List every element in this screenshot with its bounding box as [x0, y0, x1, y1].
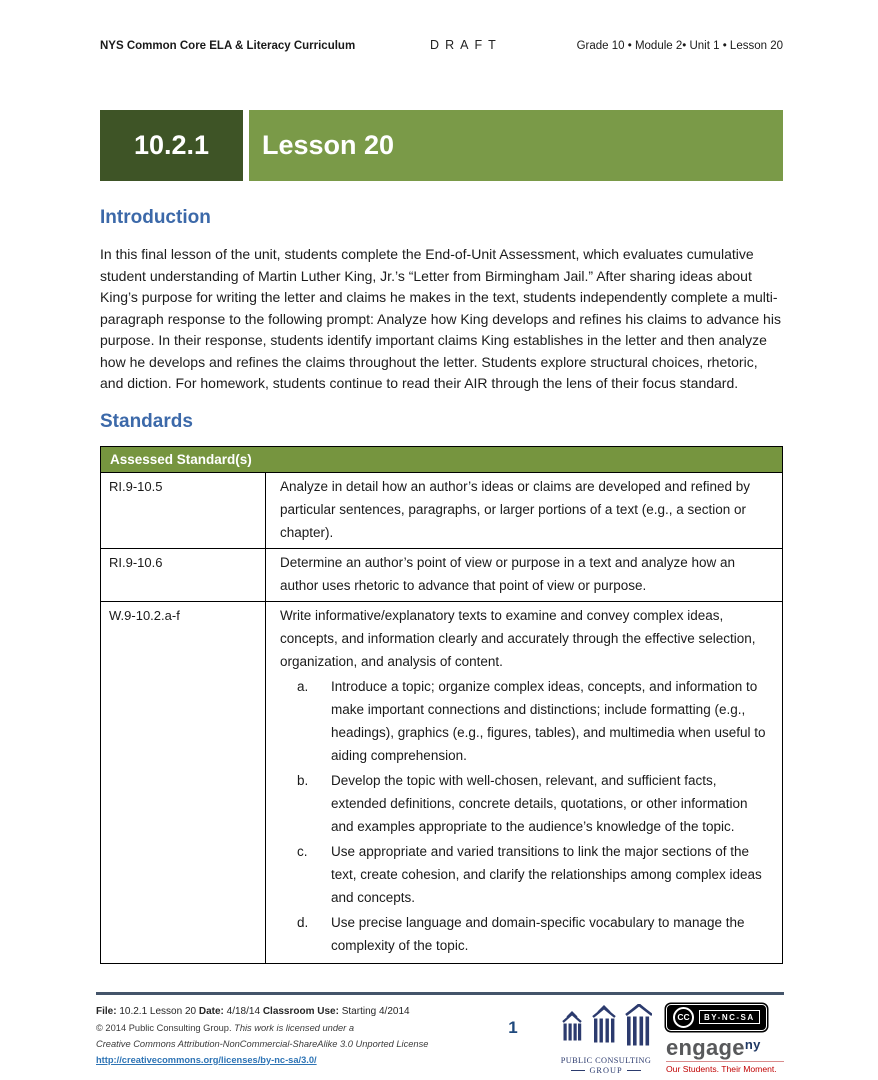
table-row: [101, 601, 783, 963]
classroom-use-value: Starting 4/2014: [341, 1005, 410, 1017]
page-header: [100, 38, 783, 52]
lesson-banner: [100, 110, 783, 181]
table-row: [101, 548, 783, 601]
table-row: [101, 472, 783, 548]
list-item-text: Use precise language and domain-specific vocabulary to manage the complexity of the topic.: [331, 914, 745, 953]
list-item-marker: c.: [297, 843, 308, 859]
introduction-paragraph: In this final lesson of the unit, students complete the End-of-Unit Assessment, which evaluates cumulative student understanding of Martin Luther King, Jr.’s “Letter from Birmingham Jail.” After sharing ideas about King’s purpose for writing the letter and claims he makes in the text, students independently complete a multi-paragraph response to the following prompt: Analyze how King develops and refines his claims to advance his purpose. In their response, students identify important claims King establishes in the letter and then analyze how he develops and refines the claims throughout the letter. Students explore structural choices, rhetoric, and diction. For homework, students continue to read their AIR through the lens of their focus standard.: [100, 246, 781, 391]
document-body: [100, 181, 783, 964]
pcg-columns-icon: [560, 1004, 652, 1050]
pcg-name-text: PUBLIC CONSULTING: [560, 1055, 652, 1065]
list-item: [297, 911, 768, 957]
curriculum-title: NYS Common Core ELA & Literacy Curriculum: [100, 40, 356, 52]
standard-code: RI.9-10.5: [101, 472, 266, 548]
file-value: 10.2.1 Lesson 20: [119, 1005, 197, 1017]
public-consulting-group-logo: [558, 1004, 654, 1075]
standard-description: Determine an author’s point of view or purpose in a text and analyze how an author uses rhetoric to advance that point of view or purpose.: [266, 548, 783, 601]
license-text-1: This work is licensed under a: [234, 1022, 355, 1033]
standard-description-intro: Write informative/explanatory texts to examine and convey complex ideas, concepts, and information clearly and accurately through the effective selection, organization, and analysis of content.: [280, 607, 756, 669]
lesson-code-box: 10.2.1: [100, 110, 243, 181]
list-item: [297, 840, 768, 909]
footer-divider: [96, 992, 784, 995]
cc-icon: CC: [673, 1007, 694, 1028]
lesson-title-bar: Lesson 20: [249, 110, 783, 181]
pcg-group-text: [558, 1066, 654, 1075]
draft-watermark: DRAFT: [430, 38, 502, 52]
footer-copyright-line: [96, 1020, 468, 1036]
table-header-row: [101, 446, 783, 472]
assessed-standards-table: [100, 446, 783, 964]
page-footer: [96, 992, 784, 1075]
engage-wordmark: [666, 1034, 784, 1059]
footer-logos: [558, 1004, 784, 1075]
introduction-heading: Introduction: [100, 207, 211, 228]
copyright-text: © 2014 Public Consulting Group.: [96, 1022, 232, 1033]
list-item-text: Use appropriate and varied transitions to link the major sections of the text, create cohesion, and clarify the relationships among complex ideas and concepts.: [331, 843, 762, 905]
engageny-logo: [666, 1004, 784, 1074]
list-item: [297, 769, 768, 838]
list-item: [297, 675, 768, 767]
license-text-2: Creative Commons Attribution-NonCommercial-ShareAlike 3.0 Unported License: [96, 1038, 429, 1049]
classroom-use-label: Classroom Use:: [262, 1005, 339, 1017]
standard-subitems: [280, 675, 768, 957]
table-header-cell: Assessed Standard(s): [101, 446, 783, 472]
pcg-group-label: GROUP: [589, 1065, 623, 1075]
pcg-dash-right: [627, 1070, 641, 1071]
engage-tagline: Our Students. Their Moment.: [666, 1061, 784, 1074]
date-value: 4/18/14: [226, 1005, 261, 1017]
engage-text: engage: [666, 1034, 745, 1060]
footer-license-block: [96, 1004, 468, 1068]
creative-commons-badge: [666, 1004, 767, 1031]
standard-description: Analyze in detail how an author’s ideas or claims are developed and refined by particular sentences, paragraphs, or larger portions of a text (e.g., a section or chapter).: [266, 472, 783, 548]
list-item-text: Develop the topic with well-chosen, relevant, and sufficient facts, extended definitions, concrete details, quotations, or other information and examples appropriate to the audience’s knowledge of the topic.: [331, 772, 748, 834]
creative-commons-link[interactable]: http://creativecommons.org/licenses/by-nc-sa/3.0/: [96, 1054, 317, 1065]
date-label: Date:: [198, 1005, 224, 1017]
file-label: File:: [96, 1005, 117, 1017]
list-item-marker: b.: [297, 772, 309, 788]
list-item-marker: a.: [297, 678, 309, 694]
pcg-dash-left: [571, 1070, 585, 1071]
engage-ny-superscript: ny: [744, 1036, 761, 1052]
standard-description: [266, 601, 783, 963]
grade-module-unit-lesson: Grade 10 • Module 2• Unit 1 • Lesson 20: [576, 40, 783, 52]
cc-license-label: BY-NC-SA: [699, 1010, 760, 1024]
standard-code: W.9-10.2.a-f: [101, 601, 266, 963]
footer-file-line: [96, 1004, 468, 1020]
list-item-marker: d.: [297, 914, 309, 930]
list-item-text: Introduce a topic; organize complex ideas, concepts, and information to make important connections and distinctions; include formatting (e.g., headings), graphics (e.g., figures, tables), and multimedia when useful to aiding comprehension.: [331, 678, 766, 763]
standard-code: RI.9-10.6: [101, 548, 266, 601]
page-number: 1: [508, 1017, 518, 1037]
standards-heading: Standards: [100, 410, 193, 432]
